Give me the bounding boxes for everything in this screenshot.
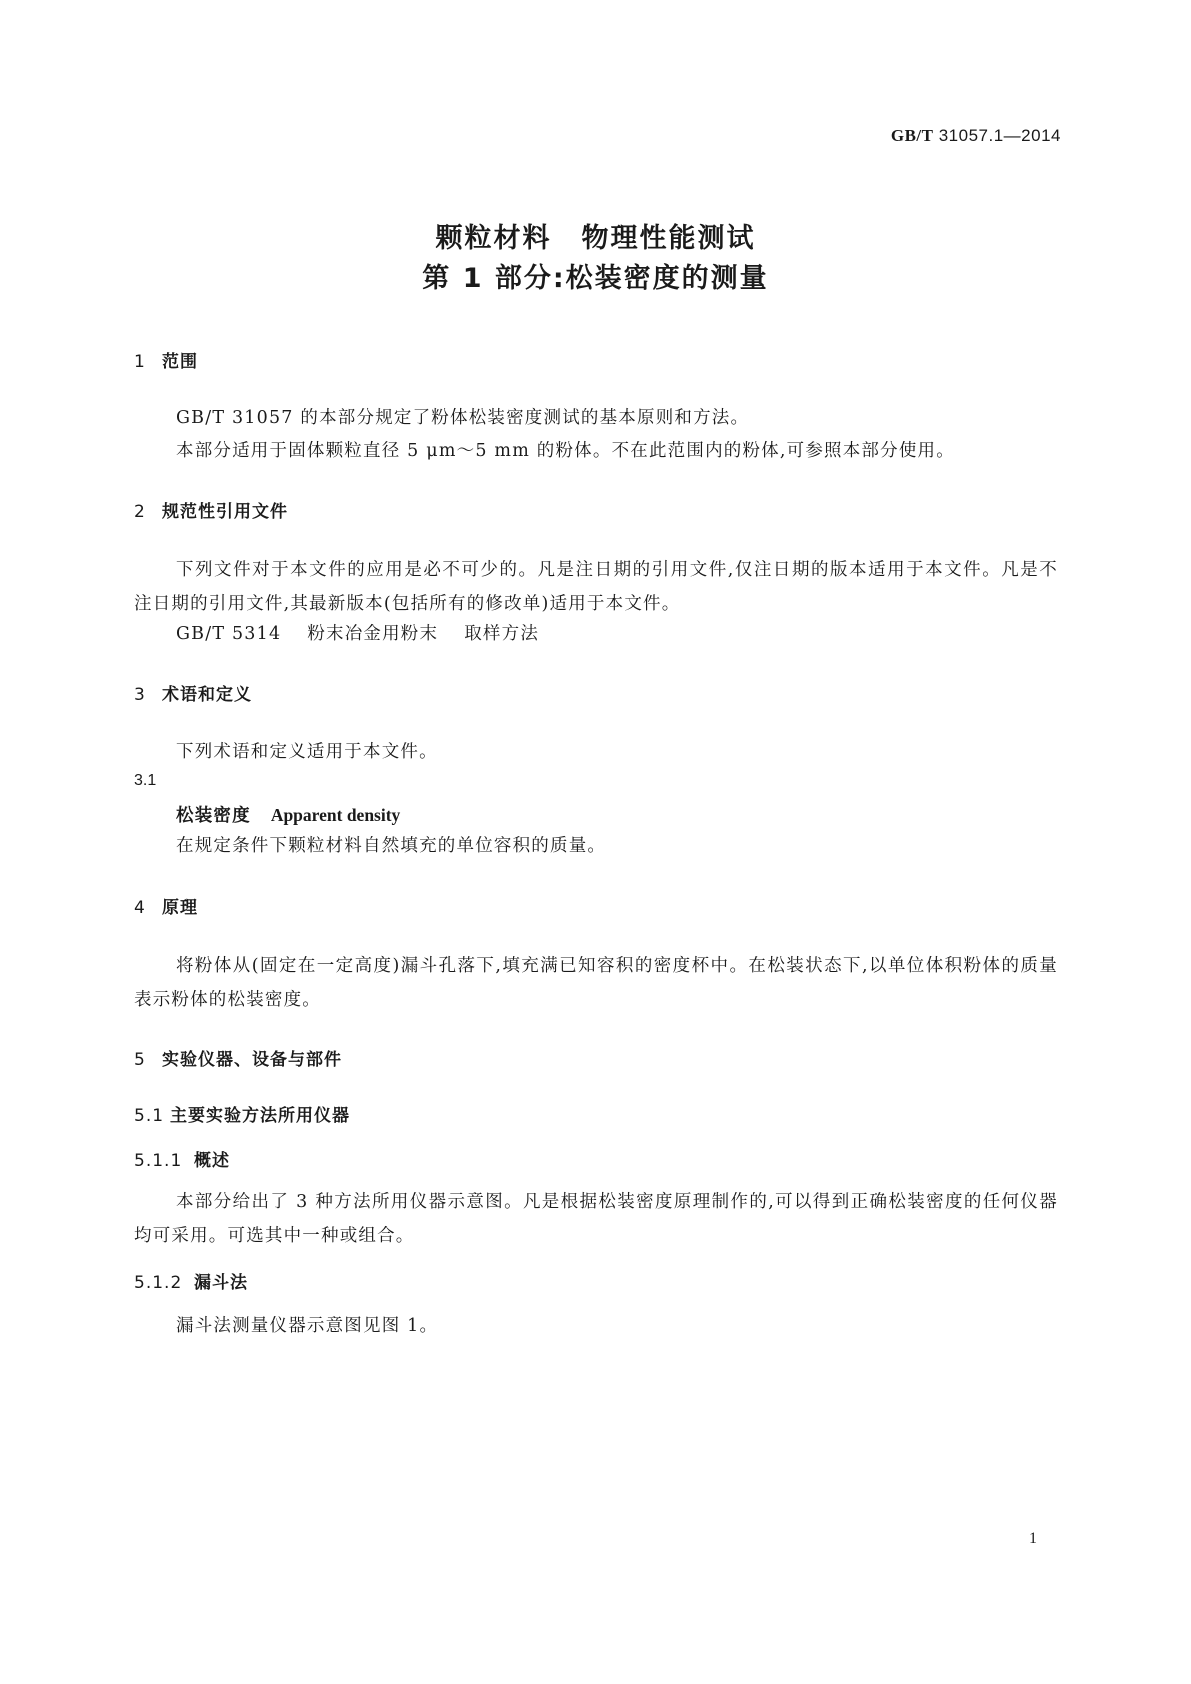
section-number: 2 [134,502,146,522]
section-title: 概述 [194,1151,230,1171]
page-number: 1 [1029,1530,1037,1547]
section-title: 术语和定义 [162,685,252,705]
section-title: 规范性引用文件 [162,502,288,522]
section-title: 范围 [162,352,198,372]
term-english: Apparent density [270,805,401,825]
section-number: 5.1.2 [134,1273,183,1293]
title-part1: 颗粒材料 [435,223,552,254]
section-4-paragraph-1: 将粉体从(固定在一定高度)漏斗孔落下,填充满已知容积的密度杯中。在松装状态下,以单位体积粉体的质量表示粉体的松装密度。 [134,956,1058,1010]
section-4-heading [134,893,198,918]
reference-title-a: 粉末冶金用粉末 [307,624,439,644]
section-1-paragraph-2: 本部分适用于固体颗粒直径 5 μm～5 mm 的粉体。不在此范围内的粉体,可参照本部分使用。 [176,441,955,461]
term-definition: 在规定条件下颗粒材料自然填充的单位容积的质量。 [176,836,607,856]
section-number: 3 [134,685,146,705]
term-entry [176,802,400,827]
section-2-paragraph-1: 下列文件对于本文件的应用是必不可少的。凡是注日期的引用文件,仅注日期的版本适用于本文件。凡是不注日期的引用文件,其最新版本(包括所有的修改单)适用于本文件。 [134,560,1058,614]
section-3-paragraph-1: 下列术语和定义适用于本文件。 [176,742,438,762]
section-title: 主要实验方法所用仪器 [170,1106,350,1126]
section-5-1-heading [134,1101,350,1126]
standard-code-number: 31057.1—2014 [933,126,1061,145]
section-5-heading [134,1045,342,1070]
section-3-heading [134,680,252,705]
section-number: 5.1.1 [134,1151,183,1171]
term-chinese: 松装密度 [176,806,251,826]
title-part2: 物理性能测试 [581,223,756,254]
section-1-paragraph-1: GB/T 31057 的本部分规定了粉体松装密度测试的基本原则和方法。 [176,408,750,428]
document-title-line2: 第 1 部分:松装密度的测量 [422,263,769,294]
section-2-heading [134,497,288,522]
normative-reference [176,620,539,645]
document-title-line1 [0,216,1191,255]
section-title: 漏斗法 [194,1273,248,1293]
term-number: 3.1 [134,772,157,789]
section-5-1-2-heading [134,1268,248,1293]
standard-code-prefix: GB/T [890,126,934,145]
section-5-1-1-paragraph-1: 本部分给出了 3 种方法所用仪器示意图。凡是根据松装密度原理制作的,可以得到正确松装密度的任何仪器均可采用。可选其中一种或组合。 [134,1192,1058,1246]
section-number: 1 [134,352,146,372]
reference-code: GB/T 5314 [176,624,282,644]
section-1-heading [134,347,198,372]
section-title: 实验仪器、设备与部件 [162,1050,342,1070]
section-5-1-1-heading [134,1146,230,1171]
standard-code [891,126,1061,146]
section-5-1-2-paragraph-1: 漏斗法测量仪器示意图见图 1。 [176,1316,439,1336]
section-number: 5.1 [134,1106,165,1126]
reference-title-b: 取样方法 [464,624,540,644]
section-number: 4 [134,898,146,918]
section-number: 5 [134,1050,146,1070]
section-title: 原理 [162,898,198,918]
